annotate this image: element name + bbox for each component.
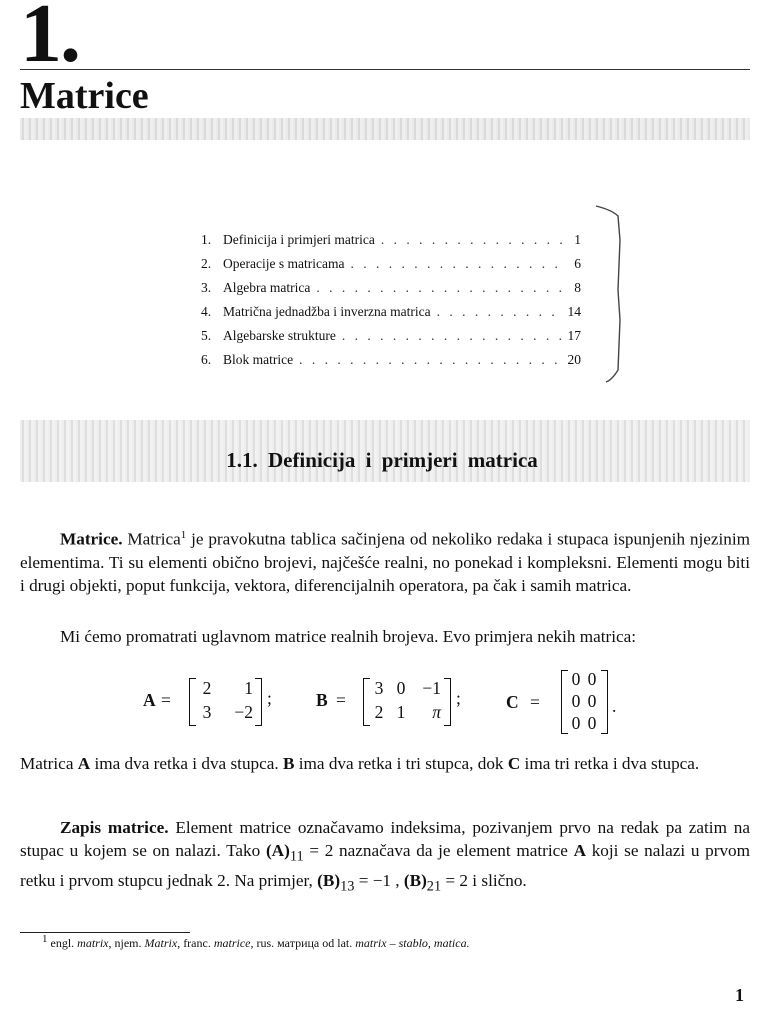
text: , njem. <box>108 936 142 950</box>
toc-item-title: Definicija i primjeri matrica <box>223 232 375 247</box>
term: matrix – stablo, matica. <box>355 936 470 950</box>
toc-item-page: 8 <box>574 280 581 296</box>
matrix-cell: 0 <box>571 669 581 689</box>
paragraph-lead: Matrice. <box>60 529 123 549</box>
matrix-cell: 0 <box>571 691 581 711</box>
toc-leader-dots <box>299 352 564 368</box>
term: matrice <box>213 936 251 950</box>
element-notation: (A) <box>265 841 290 861</box>
paragraph-examples: Mi ćemo promatrati uglavnom matrice realnih brojeva. Evo primjera nekih matrica: <box>60 627 637 646</box>
matrix-c <box>506 666 636 738</box>
element-notation: (B) <box>317 870 341 890</box>
page-number: 1 <box>735 985 744 1005</box>
text: , rus. матрица od lat. <box>250 936 353 950</box>
toc-item <box>201 352 581 376</box>
symbol-a: A <box>573 841 586 861</box>
toc-bracket-decoration <box>592 200 628 385</box>
paragraph-matrix-dimensions <box>20 752 750 775</box>
symbol-b: B <box>283 754 295 773</box>
text: ima dva retka i dva stupca. <box>94 754 279 773</box>
chapter-title: Matrice <box>20 75 149 117</box>
footnote-mark: 1 <box>42 933 48 945</box>
toc-item-number: 2. <box>201 256 212 272</box>
toc-item-number: 1. <box>201 232 212 247</box>
paragraph-lead: Zapis matrice. <box>60 818 169 837</box>
right-bracket <box>444 678 451 726</box>
matrix-cell: 2 <box>202 678 212 698</box>
matrix-cell: π <box>432 702 441 722</box>
matrix-b <box>316 670 476 730</box>
toc-item-page: 1 <box>574 232 581 247</box>
left-bracket <box>363 678 370 726</box>
paragraph-matrice <box>20 524 750 597</box>
equals-sign: = <box>530 692 540 712</box>
paragraph-text: je pravokutna tablica sačinjena od nekoliko redaka i stupaca ispunjenih njezinim elementima. Ti su elementi obično brojevi, najčešće realni, no ponekad i kompleksni. Elementi mogu biti i drugi objekti, poput funkcija, vektora, diferencijalnih operatora, pa čak i samih matrica. <box>20 529 751 596</box>
toc-leader-dots <box>316 280 564 296</box>
subscript: 13 <box>340 878 355 895</box>
toc-leader-dots <box>342 328 564 344</box>
text: Element matrice označavamo indeksima, pozivanjem prvo na redak pa zatim na stupac u kojem se on nalazi. Tako <box>20 818 751 861</box>
toc-item <box>201 304 581 328</box>
text: = −1 , <box>358 870 400 890</box>
symbol-c: C <box>507 754 521 773</box>
matrix-name: A <box>143 690 156 710</box>
matrix-cell: 2 <box>374 702 384 722</box>
toc-item <box>201 328 581 352</box>
footnote <box>42 933 470 951</box>
toc-item-title: Algebra matrica <box>223 280 311 296</box>
right-bracket <box>255 678 262 726</box>
text: ima dva retka i tri stupca, dok <box>298 754 504 773</box>
text: engl. <box>50 936 75 950</box>
toc-item <box>201 256 581 280</box>
toc-item <box>201 280 581 304</box>
chapter-rule <box>20 69 750 70</box>
toc-item <box>201 232 581 256</box>
toc-leader-dots <box>437 304 564 320</box>
chapter-number: 1. <box>20 0 79 80</box>
toc-item-page: 20 <box>567 352 581 368</box>
text: , franc. <box>177 936 211 950</box>
term: Matrix <box>144 936 178 950</box>
matrix-a <box>143 670 283 730</box>
section-title: 1.1. Definicija i primjeri matrica <box>226 448 538 472</box>
text: = 2 naznačava da je element matrice <box>309 841 568 861</box>
matrix-cell: 3 <box>202 702 212 722</box>
text: = 2 i slično. <box>445 870 527 890</box>
right-bracket <box>601 670 608 734</box>
toc-item-page: 17 <box>567 328 581 344</box>
toc-item-number: 6. <box>201 352 212 368</box>
toc-item-number: 3. <box>201 280 212 296</box>
matrix-name: B <box>316 690 328 710</box>
toc-item-number: 4. <box>201 304 212 320</box>
matrix-cell: 0 <box>587 713 597 733</box>
text: Matrica <box>20 754 74 773</box>
matrix-cell: 0 <box>587 669 597 689</box>
matrix-cell: 1 <box>244 678 253 698</box>
footnote-mark: 1 <box>180 529 187 541</box>
separator: . <box>612 696 617 716</box>
matrix-cell: 0 <box>587 691 597 711</box>
toc-item-number: 5. <box>201 328 212 344</box>
toc-item-title: Blok matrice <box>223 352 294 368</box>
element-notation: (B) <box>403 870 427 890</box>
toc-item-title: Matrična jednadžba i inverzna matrica <box>223 304 431 320</box>
toc-item-title: Algebarske strukture <box>223 328 336 344</box>
term: Matrica <box>127 529 181 549</box>
text: koji se nalazi u prvom retku i prvom stupcu jednak 2. Na primjer, <box>20 841 751 890</box>
toc-item-title: Operacije s matricama <box>223 256 345 272</box>
matrix-cell: 0 <box>571 713 581 733</box>
paragraph-zapis-matrice <box>20 816 750 898</box>
matrix-cell: 1 <box>396 702 406 722</box>
equals-sign: = <box>161 690 171 710</box>
equals-sign: = <box>336 690 346 710</box>
chapter-decorative-band <box>20 118 750 140</box>
chapter-contents <box>201 232 581 377</box>
left-bracket <box>189 678 196 726</box>
toc-item-page: 14 <box>567 304 581 320</box>
toc-leader-dots <box>350 256 564 272</box>
symbol-a: A <box>77 754 91 773</box>
matrix-name: C <box>506 692 519 712</box>
subscript: 21 <box>426 878 442 895</box>
matrix-cell: 0 <box>396 678 406 698</box>
toc-item-page: 6 <box>574 256 581 272</box>
text: ima tri retka i dva stupca. <box>524 754 700 773</box>
term: matrix <box>77 936 109 950</box>
separator: ; <box>456 688 461 708</box>
subscript: 11 <box>289 848 304 865</box>
matrix-cell: 3 <box>374 678 384 698</box>
matrix-cell: −1 <box>422 678 441 698</box>
left-bracket <box>561 670 568 734</box>
toc-leader-dots <box>381 232 564 248</box>
matrix-cell: −2 <box>234 702 253 722</box>
separator: ; <box>267 688 272 708</box>
